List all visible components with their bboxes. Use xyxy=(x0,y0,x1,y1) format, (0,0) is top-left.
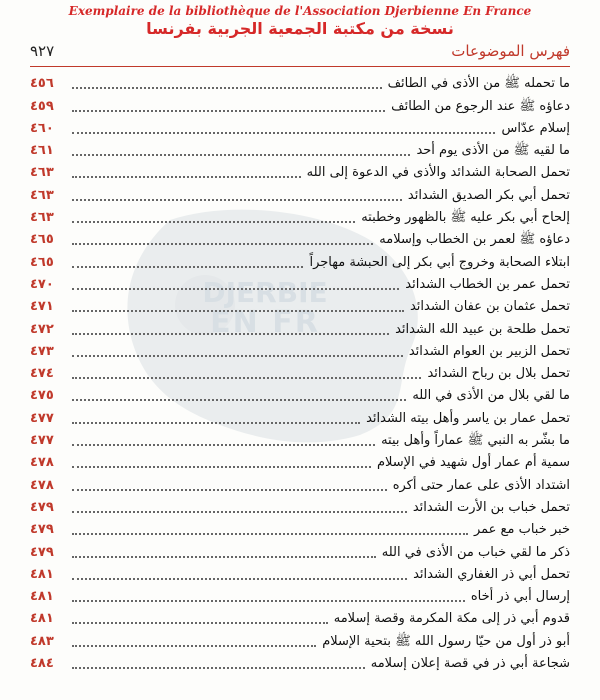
toc-entry-page: ٤٨١ xyxy=(30,566,54,582)
toc-entry-page: ٤٨٣ xyxy=(30,633,54,649)
toc-entry-title: خبر خباب مع عمر xyxy=(473,522,570,538)
banner-arabic-text: نسخة من مكتبة الجمعية الجربية بفرنسا xyxy=(146,19,454,38)
toc-entry[interactable] xyxy=(30,652,570,674)
toc-entry-page: ٤٦٣ xyxy=(30,187,54,203)
toc-entry[interactable] xyxy=(30,340,570,362)
toc-entry-page: ٤٧٨ xyxy=(30,455,54,471)
toc-entry-page: ٤٦١ xyxy=(30,143,54,159)
toc-dot-leader xyxy=(72,175,301,178)
toc-entry-page: ٤٧٩ xyxy=(30,499,54,515)
toc-dot-leader xyxy=(72,332,389,335)
toc-entry[interactable] xyxy=(30,473,570,495)
watermark-line-1: DJERBIE xyxy=(202,276,328,309)
toc-entry-title: ما لقي بلال من الأذى في الله xyxy=(412,388,570,404)
library-banner xyxy=(0,4,600,39)
toc-entry[interactable] xyxy=(30,250,570,272)
toc-entry[interactable] xyxy=(30,496,570,518)
toc-entry-title: سمية أم عمار أول شهيد في الإسلام xyxy=(376,455,570,471)
toc-dot-leader xyxy=(72,242,373,245)
toc-dot-leader xyxy=(72,109,385,112)
toc-entry[interactable] xyxy=(30,295,570,317)
toc-entry[interactable] xyxy=(30,273,570,295)
toc-entry-title: ما لقيه ﷺ من الأذى يوم أحد xyxy=(416,143,570,159)
toc-dot-leader xyxy=(72,287,399,290)
toc-entry[interactable] xyxy=(30,362,570,384)
toc-entry-page: ٤٧٤ xyxy=(30,366,54,382)
toc-entry-page: ٤٧٩ xyxy=(30,522,54,538)
toc-entry-title: تحمل الزبير بن العوام الشدائد xyxy=(408,343,570,359)
toc-dot-leader xyxy=(72,86,382,89)
toc-entry-title: ما تحمله ﷺ من الأذى في الطائف xyxy=(387,76,570,92)
toc-entry[interactable] xyxy=(30,607,570,629)
toc-entry[interactable] xyxy=(30,384,570,406)
toc-dot-leader xyxy=(72,555,376,558)
toc-dot-leader xyxy=(72,577,407,580)
page-header xyxy=(30,40,570,67)
toc-entry-title: أبو ذر أول من حيّا رسول الله ﷺ بتحية الإسلام xyxy=(322,633,570,649)
page-number: ٩٢٧ xyxy=(30,42,55,60)
toc-entry-title: تحمل طلحة بن عبيد الله الشدائد xyxy=(395,321,570,337)
toc-dot-leader xyxy=(72,376,421,379)
banner-french-text: Exemplaire de la bibliothèque de l'Association Djerbienne En France xyxy=(68,4,532,18)
toc-dot-leader xyxy=(72,198,402,201)
toc-entry[interactable] xyxy=(30,117,570,139)
toc-dot-leader xyxy=(72,153,410,156)
toc-entry-page: ٤٨١ xyxy=(30,611,54,627)
toc-entry-page: ٤٧٧ xyxy=(30,433,54,449)
toc-entry[interactable] xyxy=(30,429,570,451)
toc-entry[interactable] xyxy=(30,206,570,228)
toc-entry-title: قدوم أبي ذر إلى مكة المكرمة وقصة إسلامه xyxy=(333,611,570,627)
toc-entry-title: تحمل خباب بن الأرت الشدائد xyxy=(412,499,570,515)
toc-entry[interactable] xyxy=(30,139,570,161)
toc-entry[interactable] xyxy=(30,451,570,473)
toc-dot-leader xyxy=(72,354,403,357)
toc-entry[interactable] xyxy=(30,518,570,540)
toc-entry-page: ٤٧٥ xyxy=(30,388,54,404)
toc-dot-leader xyxy=(72,220,355,223)
toc-entry-page: ٤٦٣ xyxy=(30,165,54,181)
toc-dot-leader xyxy=(72,398,406,401)
toc-entry-page: ٤٨٤ xyxy=(30,656,54,672)
toc-entry-page: ٤٧٢ xyxy=(30,321,54,337)
toc-dot-leader xyxy=(72,131,495,134)
toc-entry-page: ٤٧٧ xyxy=(30,410,54,426)
toc-entry-page: ٤٦٥ xyxy=(30,232,54,248)
toc-dot-leader xyxy=(72,488,387,491)
toc-entry[interactable] xyxy=(30,563,570,585)
toc-entry-page: ٤٨١ xyxy=(30,589,54,605)
toc-entry[interactable] xyxy=(30,406,570,428)
toc-dot-leader xyxy=(72,666,365,669)
toc-entry[interactable] xyxy=(30,72,570,94)
toc-entry-title: ما بشّر به النبي ﷺ عماراً وأهل بيته xyxy=(381,433,570,449)
toc-entry[interactable] xyxy=(30,629,570,651)
toc-entry[interactable] xyxy=(30,183,570,205)
toc-dot-leader xyxy=(72,465,371,468)
toc-entry-title: تحمل عمار بن ياسر وأهل بيته الشدائد xyxy=(366,410,570,426)
toc-dot-leader xyxy=(72,309,404,312)
toc-entry-title: ابتلاء الصحابة وخروج أبي بكر إلى الحبشة مهاجراً xyxy=(309,254,570,270)
toc-entry-page: ٤٦٥ xyxy=(30,254,54,270)
toc-entry[interactable] xyxy=(30,317,570,339)
toc-entry-page: ٤٧٩ xyxy=(30,544,54,560)
toc-entry-title: تحمل أبي بكر الصديق الشدائد xyxy=(407,187,570,203)
toc-entry-title: تحمل عثمان بن عفان الشدائد xyxy=(409,299,570,315)
toc-dot-leader xyxy=(72,443,375,446)
toc-entry-page: ٤٧٨ xyxy=(30,477,54,493)
toc-entry-title: إلحاح أبي بكر عليه ﷺ بالظهور وخطبته xyxy=(361,210,570,226)
toc-entry-page: ٤٧٠ xyxy=(30,276,54,292)
toc-entry[interactable] xyxy=(30,228,570,250)
toc-dot-leader xyxy=(72,532,468,535)
toc-entry-title: إرسال أبي ذر أخاه xyxy=(470,589,570,605)
toc-entry[interactable] xyxy=(30,161,570,183)
table-of-contents xyxy=(30,72,570,674)
toc-entry[interactable] xyxy=(30,585,570,607)
toc-entry[interactable] xyxy=(30,540,570,562)
toc-entry-page: ٤٦٠ xyxy=(30,120,54,136)
toc-entry-title: تحمل الصحابة الشدائد والأذى في الدعوة إلى الله xyxy=(306,165,570,181)
toc-dot-leader xyxy=(72,644,316,647)
toc-entry-title: تحمل أبي ذر الغفاري الشدائد xyxy=(413,566,570,582)
section-title: فهرس الموضوعات xyxy=(451,42,570,60)
toc-entry-title: دعاؤه ﷺ لعمر بن الخطاب وإسلامه xyxy=(379,232,570,248)
watermark-line-2: EN FR xyxy=(210,305,320,340)
toc-entry-title: تحمل عمر بن الخطاب الشدائد xyxy=(405,276,570,292)
toc-dot-leader xyxy=(72,421,360,424)
toc-entry-title: إسلام عدّاس xyxy=(501,120,570,136)
toc-entry-page: ٤٧١ xyxy=(30,299,54,315)
toc-entry-title: دعاؤه ﷺ عند الرجوع من الطائف xyxy=(391,98,570,114)
toc-entry-page: ٤٦٣ xyxy=(30,210,54,226)
toc-entry-title: تحمل بلال بن رباح الشدائد xyxy=(427,366,570,382)
toc-dot-leader xyxy=(72,510,407,513)
toc-dot-leader xyxy=(72,621,328,624)
toc-dot-leader xyxy=(72,265,303,268)
toc-entry-title: ذكر ما لقي خباب من الأذى في الله xyxy=(381,544,570,560)
toc-entry-page: ٤٧٣ xyxy=(30,343,54,359)
toc-entry-page: ٤٥٦ xyxy=(30,76,54,92)
toc-entry[interactable] xyxy=(30,94,570,116)
toc-entry-title: شجاعة أبي ذر في قصة إعلان إسلامه xyxy=(370,656,570,672)
toc-entry-title: اشتداد الأذى على عمار حتى أكره xyxy=(392,477,570,493)
toc-dot-leader xyxy=(72,599,465,602)
toc-entry-page: ٤٥٩ xyxy=(30,98,54,114)
